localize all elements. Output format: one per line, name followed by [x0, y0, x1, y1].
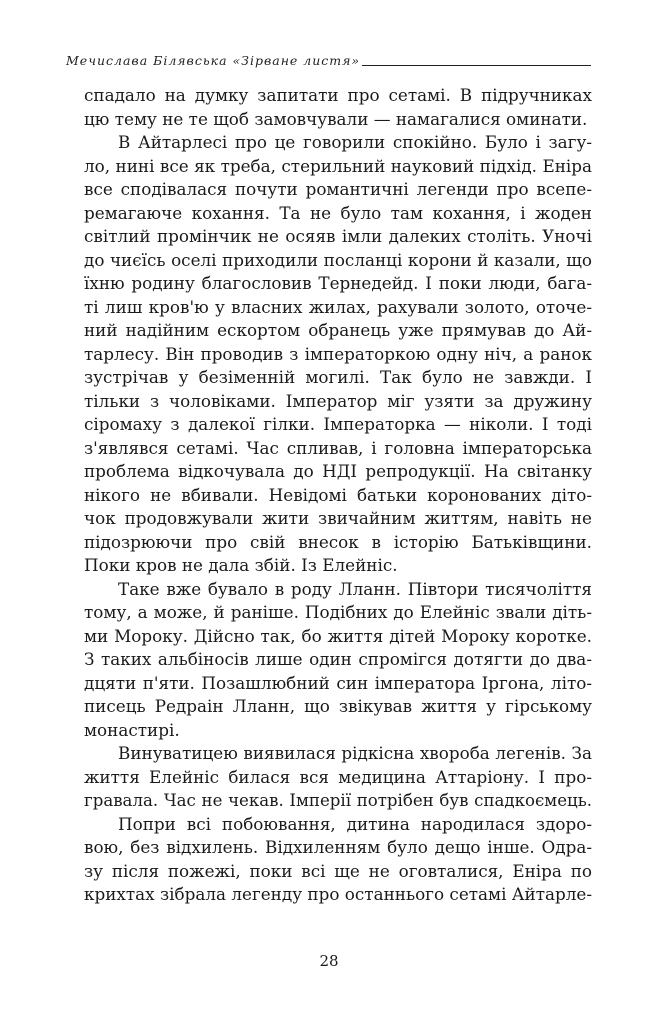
text-line: тому, а може, й раніше. Подібних до Елейніс звали діть- [84, 602, 592, 622]
text-line: ний надійним ескортом обранець уже прямував до Ай- [84, 320, 592, 340]
text-line: чок продовжували жити звичайним життям, навіть не [84, 508, 592, 528]
text-line: з'являвся сетамі. Час спливав, і головна імператорська [84, 437, 592, 458]
text-line: спадало на думку запитати про сетамі. В підручниках [84, 85, 592, 105]
text-line: тільки з чоловіками. Імператор міг узяти за дружину [84, 390, 592, 411]
text-line: гравала. Час не чекав. Імперії потрібен був спадкоємець. [84, 791, 592, 810]
text-line: зустрічав у безіменній могилі. Так було не завжди. І [84, 367, 592, 387]
text-line: В Айтарлесі про це говорили спокійно. Було і загу- [118, 132, 592, 152]
text-line: зу після пожежі, поки всі ще не оговталися, Еніра по [84, 860, 592, 881]
text-line: ми Мороку. Дійсно так, бо життя дітей Мороку коротке. [84, 625, 592, 646]
text-line: життя Елейніс билася вся медицина Аттаріону. І про- [84, 766, 592, 787]
text-line: підозрюючи про свій внесок в історію Батьківщини. [84, 531, 592, 552]
text-line: до чиєїсь оселі приходили посланці корони й казали, що [84, 249, 592, 270]
running-head-title: Мечислава Білявська «Зірване листя» [66, 53, 361, 68]
text-line: тарлесу. Він проводив з імператоркою одну ніч, а ранок [84, 343, 592, 364]
text-line: ло, нині все як треба, стерильний науковий підхід. Еніра [84, 155, 592, 176]
text-line: писець Редраін Лланн, що звікував життя у гірському [84, 696, 592, 716]
text-line: Поки кров не дала збій. Із Елейніс. [84, 555, 398, 575]
running-head-rule [362, 65, 591, 66]
text-line: ремагаюче кохання. Та не було там кохання, і жоден [84, 202, 592, 223]
text-line: ті лиш кров'ю у власних жилах, рахували золото, оточе- [84, 296, 592, 317]
text-line: монастирі. [84, 719, 180, 740]
text-line: проблема відкочувала до НДІ репродукції. На світанку [84, 461, 592, 481]
text-line: З таких альбіносів лише один спромігся дотягти до два- [84, 649, 592, 669]
body-text [84, 84, 592, 907]
text-line: їхню родину благословив Тернедейд. І поки люди, бага- [84, 273, 592, 293]
page-number: 28 [319, 952, 339, 970]
text-line: світлий промінчик не осяяв імли далеких століть. Уночі [84, 226, 592, 246]
text-line: Попри всі побоювання, дитина народилася здоро- [118, 813, 592, 834]
text-line: сіромаху з далекої гілки. Імператорка — ніколи. І тоді [84, 414, 592, 434]
text-line: Таке вже бувало в роду Лланн. Півтори тисячоліття [118, 578, 592, 599]
text-line: все сподівалася почути романтичні легенди про всепе- [84, 179, 592, 199]
text-line: нікого не вбивали. Невідомі батьки коронованих діто- [84, 484, 592, 505]
text-line: крихтах зібрала легенду про останнього сетамі Айтарле- [84, 884, 592, 904]
text-line: вою, без відхилень. Відхиленням було дещо інше. Одра- [84, 837, 592, 857]
running-head [66, 46, 591, 68]
text-line: цю тему не те щоб замовчували — намагалися оминати. [84, 108, 588, 129]
text-line: дцяти п'яти. Позашлюбний син імператора Іргона, літо- [84, 672, 592, 693]
text-line: Винуватицею виявилася рідкісна хвороба легенів. За [118, 743, 592, 763]
